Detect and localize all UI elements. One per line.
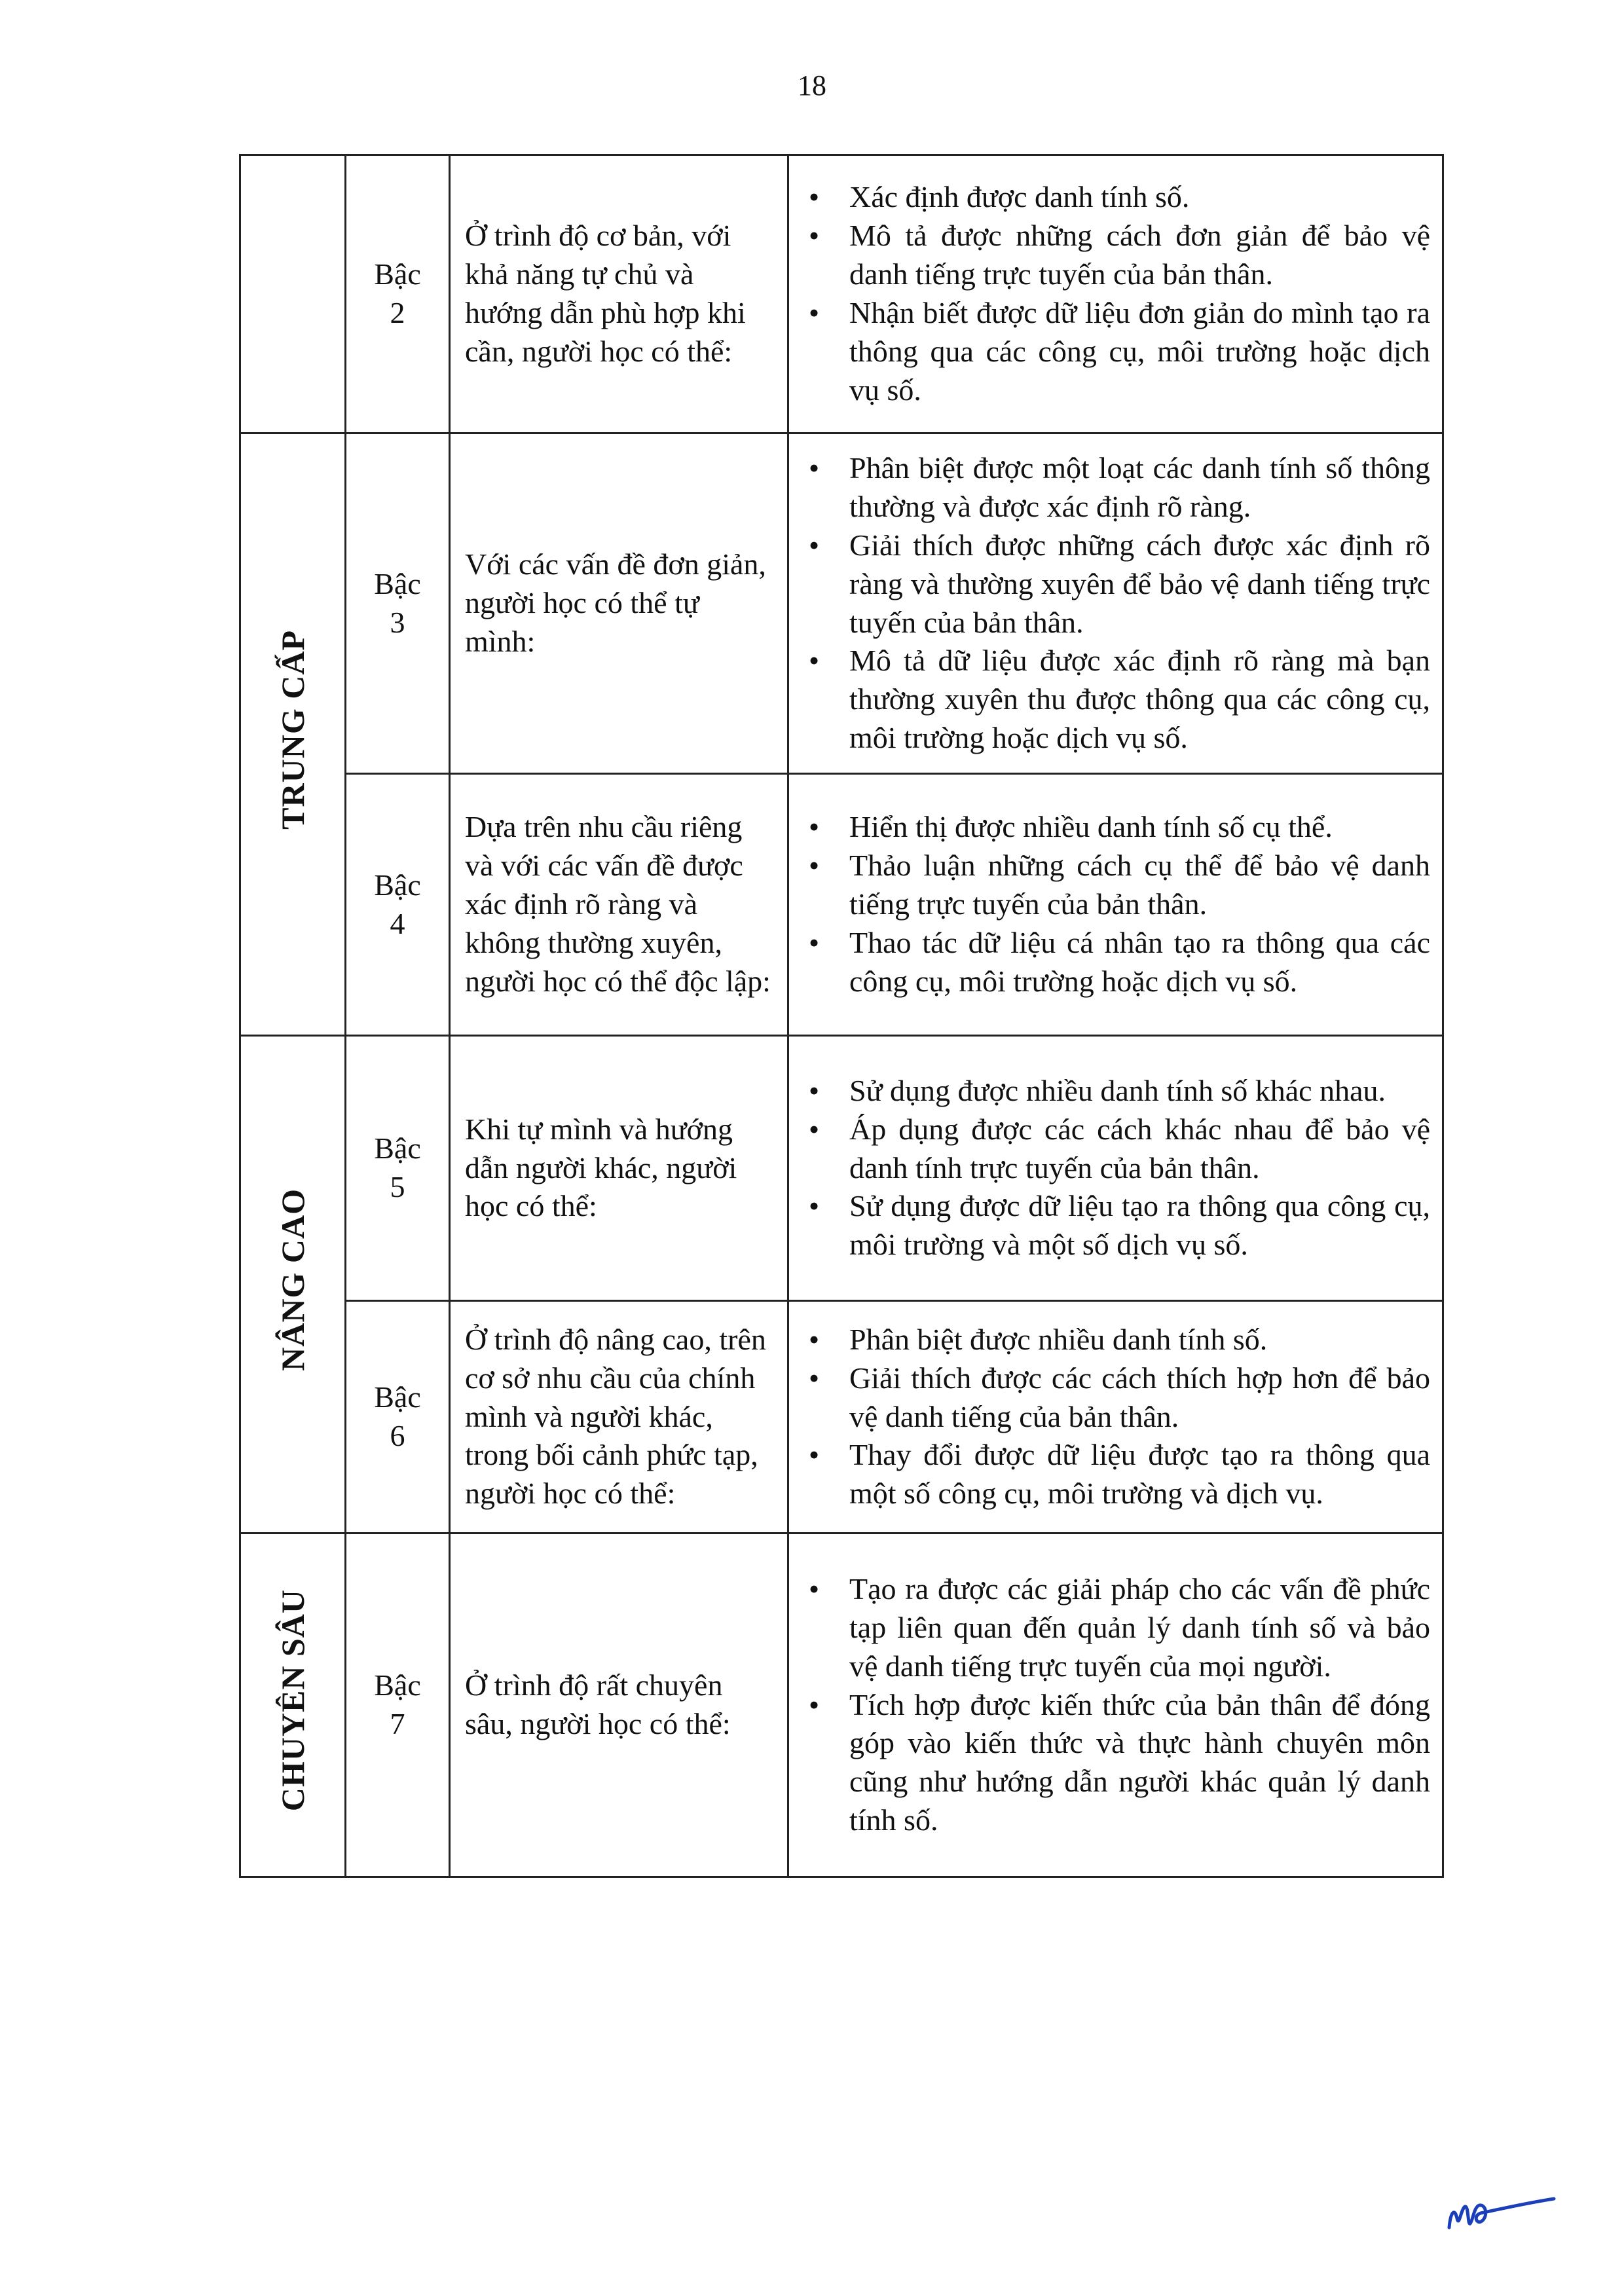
level-label: Bậc <box>374 1668 421 1702</box>
intro-cell: Ở trình độ nâng cao, trên cơ sở nhu cầu của chính mình và người khác, trong bối cảnh phức tạp, người học có thể: <box>450 1301 788 1533</box>
outcome-item: • Sử dụng được nhiều danh tính số khác nhau. <box>807 1072 1430 1111</box>
intro-cell: Với các vấn đề đơn giản, người học có thể tự mình: <box>450 433 788 774</box>
outcome-list <box>807 1321 1430 1513</box>
tier-label: NÂNG CAO <box>274 1188 311 1371</box>
outcome-item: • Mô tả được những cách đơn giản để bảo vệ danh tiếng trực tuyến của bản thân. <box>807 217 1430 294</box>
outcome-list <box>807 1072 1430 1264</box>
level-number: 4 <box>390 906 405 940</box>
level-label: Bậc <box>374 868 421 902</box>
level-cell <box>346 155 450 433</box>
level-label: Bậc <box>374 1131 421 1166</box>
outcomes-cell <box>788 1533 1443 1877</box>
table-row-level-3 <box>240 433 1443 774</box>
table-row-level-4 <box>240 774 1443 1036</box>
tier-label: CHUYÊN SÂU <box>274 1588 311 1812</box>
outcome-item: • Áp dụng được các cách khác nhau để bảo vệ danh tính trực tuyến của bản thân. <box>807 1111 1430 1188</box>
table-row-level-2 <box>240 155 1443 433</box>
outcome-item: • Phân biệt được nhiều danh tính số. <box>807 1321 1430 1359</box>
level-cell <box>346 774 450 1036</box>
level-number: 2 <box>390 296 405 329</box>
level-number: 3 <box>390 605 405 639</box>
competency-table <box>239 154 1444 1878</box>
level-cell <box>346 1036 450 1301</box>
outcome-list <box>807 1570 1430 1840</box>
outcomes-cell <box>788 433 1443 774</box>
outcome-item: • Nhận biết được dữ liệu đơn giản do mình tạo ra thông qua các công cụ, môi trường hoặc dịch vụ số. <box>807 294 1430 410</box>
outcomes-cell <box>788 155 1443 433</box>
outcome-item: • Mô tả dữ liệu được xác định rõ ràng mà bạn thường xuyên thu được thông qua các công cụ, môi trường hoặc dịch vụ số. <box>807 642 1430 758</box>
level-label: Bậc <box>374 257 421 291</box>
tier-cell <box>240 1036 346 1533</box>
level-number: 5 <box>390 1170 405 1203</box>
outcome-list <box>807 808 1430 1001</box>
outcomes-cell <box>788 1301 1443 1533</box>
intro-cell: Ở trình độ rất chuyên sâu, người học có thể: <box>450 1533 788 1877</box>
table-row-level-5 <box>240 1036 1443 1301</box>
outcome-item: • Giải thích được những cách được xác định rõ ràng và thường xuyên để bảo vệ danh tiếng trực tuyến của bản thân. <box>807 526 1430 642</box>
outcome-item: • Giải thích được các cách thích hợp hơn để bảo vệ danh tiếng của bản thân. <box>807 1359 1430 1437</box>
outcome-list <box>807 178 1430 409</box>
outcome-item: • Sử dụng được dữ liệu tạo ra thông qua công cụ, môi trường và một số dịch vụ số. <box>807 1187 1430 1264</box>
outcome-item: • Hiển thị được nhiều danh tính số cụ thể. <box>807 808 1430 847</box>
intro-cell: Khi tự mình và hướng dẫn người khác, người học có thể: <box>450 1036 788 1301</box>
table-row-level-6 <box>240 1301 1443 1533</box>
level-number: 7 <box>390 1707 405 1740</box>
outcomes-cell <box>788 1036 1443 1301</box>
outcome-item: • Tạo ra được các giải pháp cho các vấn đề phức tạp liên quan đến quản lý danh tính số và bảo vệ danh tiếng trực tuyến của mọi người. <box>807 1570 1430 1686</box>
level-cell <box>346 1533 450 1877</box>
outcome-item: • Thao tác dữ liệu cá nhân tạo ra thông qua các công cụ, môi trường hoặc dịch vụ số. <box>807 924 1430 1001</box>
tier-cell-empty <box>240 155 346 433</box>
outcome-item: • Thay đổi được dữ liệu được tạo ra thông qua một số công cụ, môi trường và dịch vụ. <box>807 1436 1430 1513</box>
signature-mark <box>1444 2187 1559 2239</box>
table-row-level-7 <box>240 1533 1443 1877</box>
outcome-item: • Xác định được danh tính số. <box>807 178 1430 217</box>
level-label: Bậc <box>374 1380 421 1414</box>
tier-cell <box>240 433 346 1036</box>
outcome-item: • Tích hợp được kiến thức của bản thân để đóng góp vào kiến thức và thực hành chuyên môn cũng như hướng dẫn người khác quản lý danh tính số. <box>807 1686 1430 1841</box>
intro-cell: Ở trình độ cơ bản, với khả năng tự chủ và hướng dẫn phù hợp khi cần, người học có thể: <box>450 155 788 433</box>
tier-cell <box>240 1533 346 1877</box>
outcome-item: • Phân biệt được một loạt các danh tính số thông thường và được xác định rõ ràng. <box>807 449 1430 526</box>
level-number: 6 <box>390 1419 405 1452</box>
level-label: Bậc <box>374 566 421 600</box>
outcomes-cell <box>788 774 1443 1036</box>
tier-label: TRUNG CẤP <box>274 629 311 830</box>
level-cell <box>346 433 450 774</box>
page-number: 18 <box>798 69 826 101</box>
intro-cell: Dựa trên nhu cầu riêng và với các vấn đề được xác định rõ ràng và không thường xuyên, người học có thể độc lập: <box>450 774 788 1036</box>
outcome-list <box>807 449 1430 758</box>
level-cell <box>346 1301 450 1533</box>
outcome-item: • Thảo luận những cách cụ thể để bảo vệ danh tiếng trực tuyến của bản thân. <box>807 847 1430 924</box>
